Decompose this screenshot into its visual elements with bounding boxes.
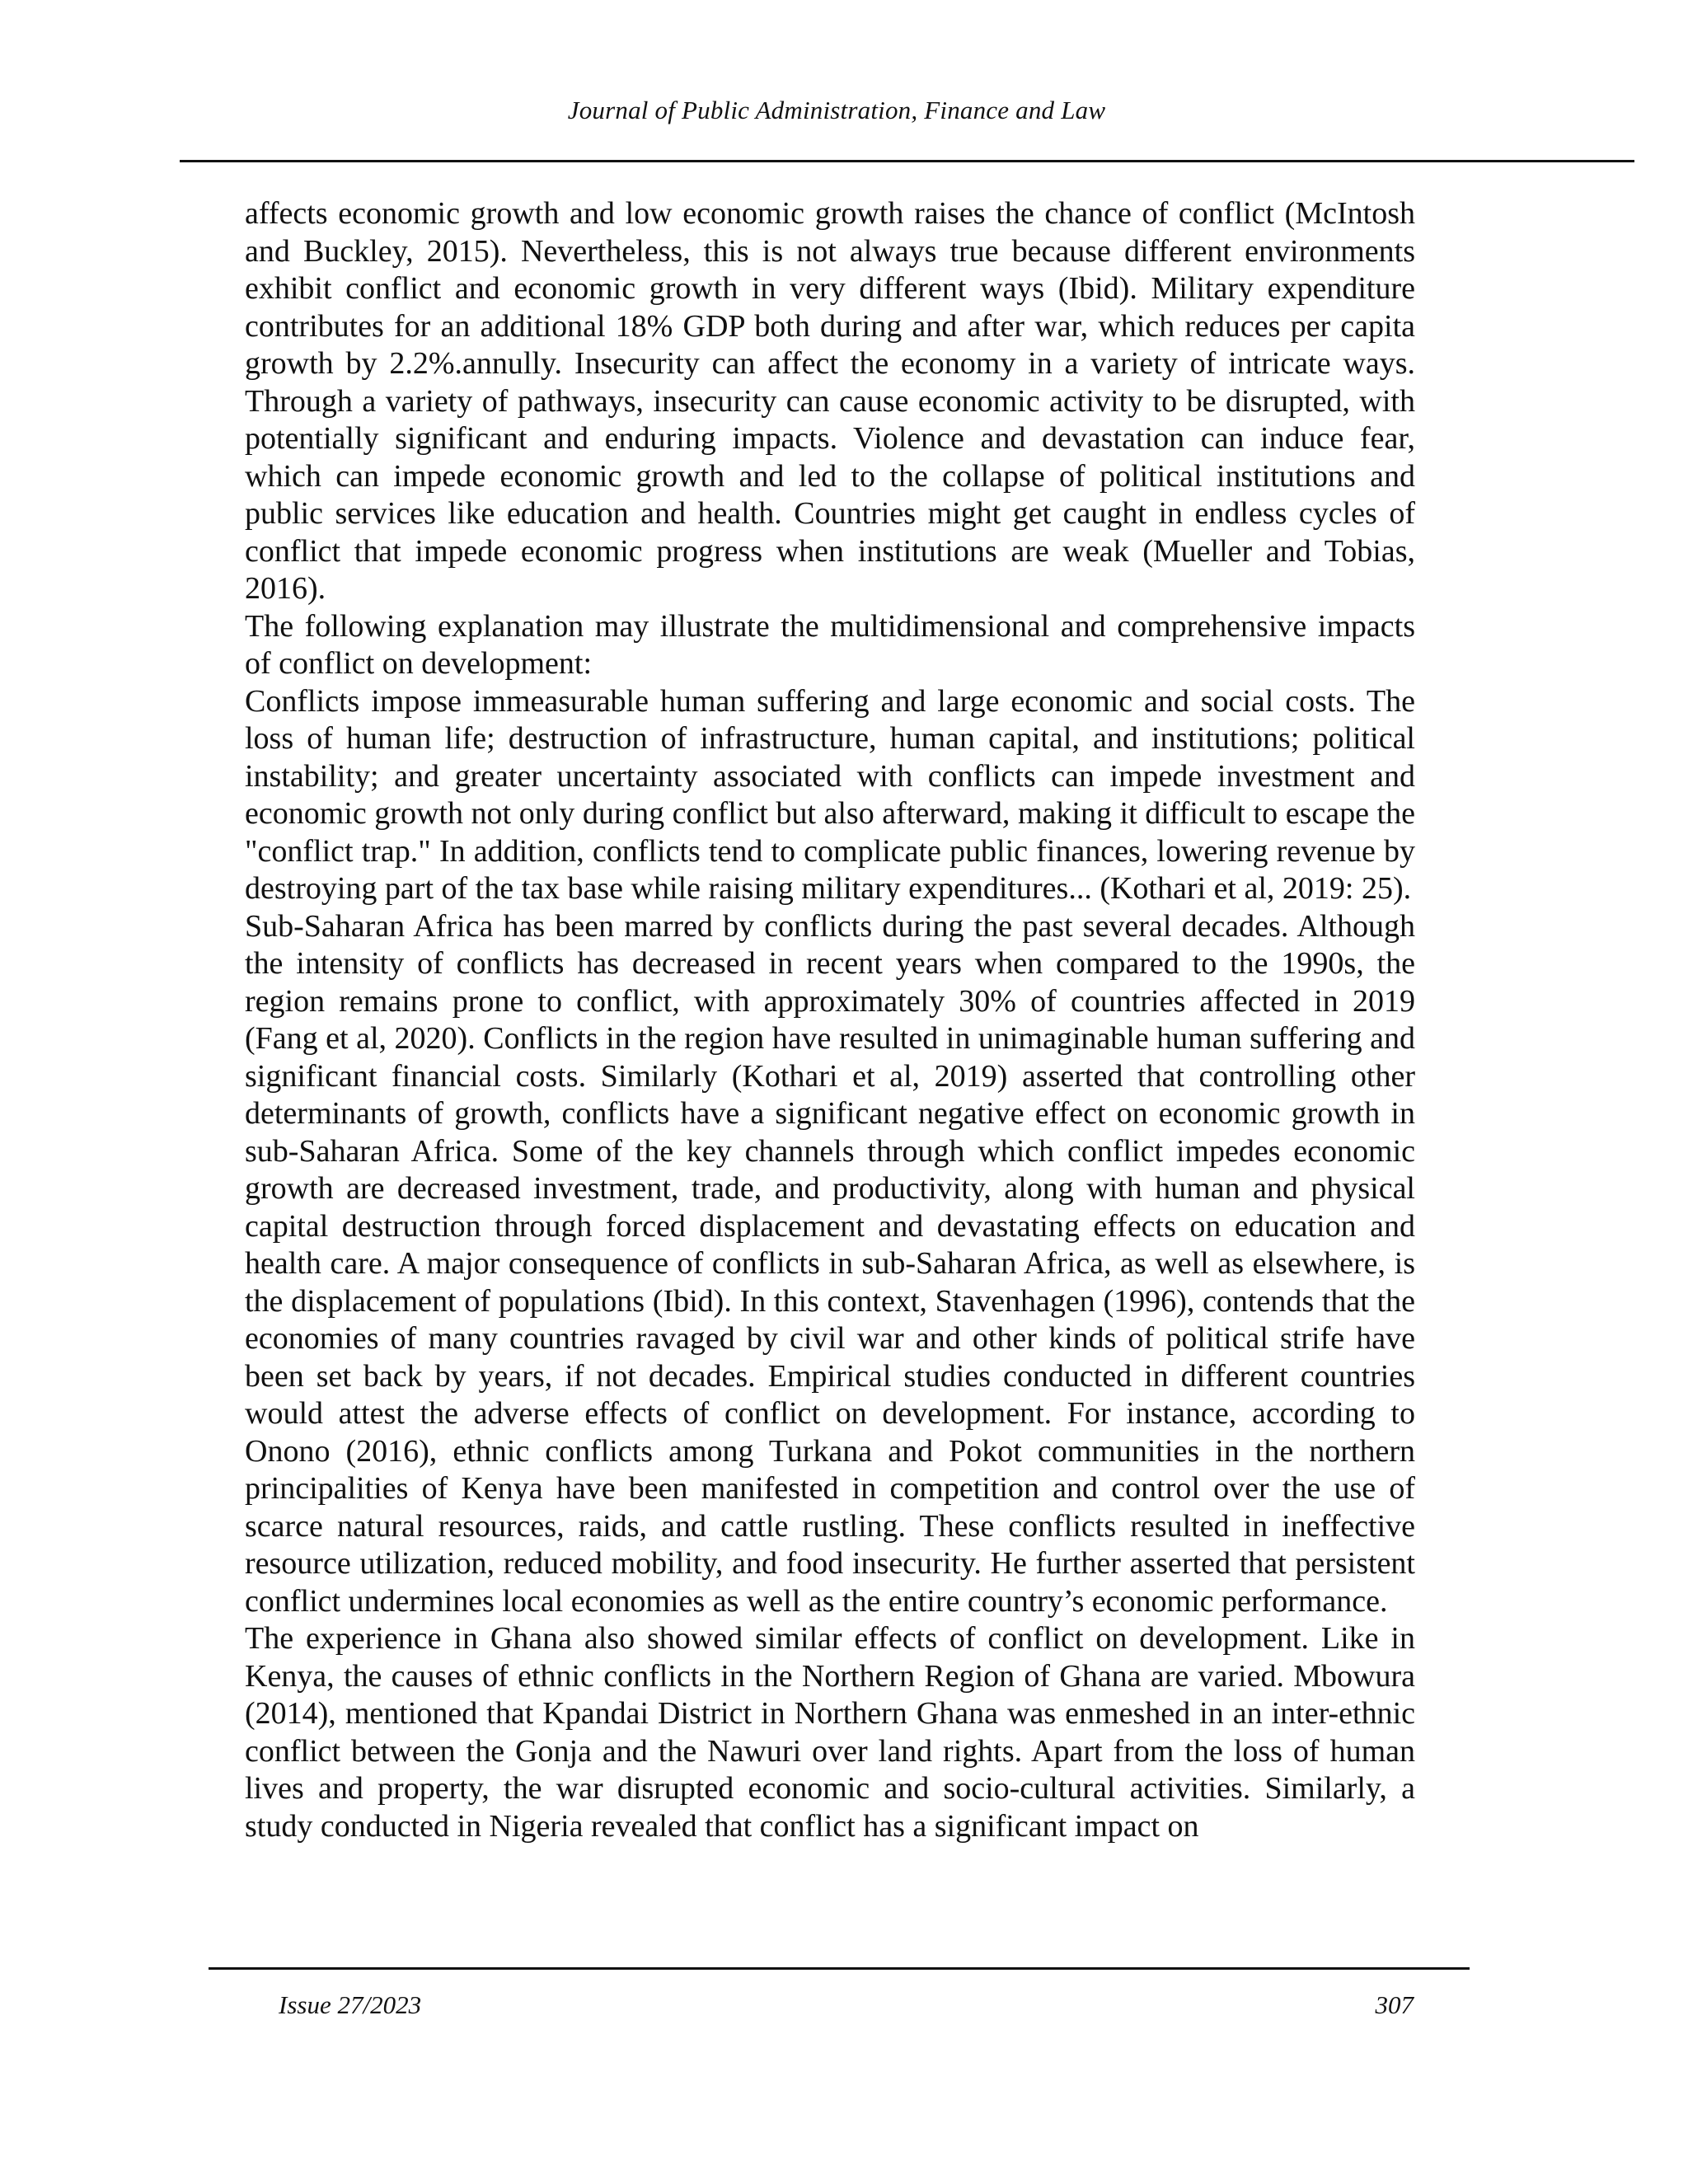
- issue-label: Issue 27/2023: [279, 1990, 422, 2019]
- paragraph: affects economic growth and low economic growth raises the chance of conflict (McIntosh and Buckley, 2015). Nevertheless, this is not always true because different environments exhibit conflict and economic growth in very different ways (Ibid). Military expenditure contributes for an additional 18% GDP both during and after war, which reduces per capita growth by 2.2%.annully. Insecurity can affect the economy in a variety of intricate ways. Through a variety of pathways, insecurity can cause economic activity to be disrupted, with potentially significant and enduring impacts. Violence and devastation can induce fear, which can impede economic growth and led to the collapse of political institutions and public services like education and health. Countries might get caught in endless cycles of conflict that impede economic progress when institutions are weak (Mueller and Tobias, 2016).: [245, 196, 1415, 606]
- page-number: 307: [1375, 1990, 1414, 2019]
- block-quote-paragraph: Conflicts impose immeasurable human suffering and large economic and social costs. The loss of human life; destruction of infrastructure, human capital, and institutions; political instability; and greater uncertainty associated with conflicts can impede investment and economic growth not only during conflict but also afterward, making it difficult to escape the "conflict trap." In addition, conflicts tend to complicate public finances, lowering revenue by destroying part of the tax base while raising military expenditures... (Kothari et al, 2019: 25).: [245, 683, 1415, 906]
- header-divider: [180, 160, 1634, 162]
- paragraph: Sub-Saharan Africa has been marred by conflicts during the past several decades. Although the intensity of conflicts has decreased in recent years when compared to the 1990s, the region remains prone to conflict, with approximately 30% of countries affected in 2019 (Fang et al, 2020). Conflicts in the region have resulted in unimaginable human suffering and significant financial costs. Similarly (Kothari et al, 2019) asserted that controlling other determinants of growth, conflicts have a significant negative effect on economic growth in sub-Saharan Africa. Some of the key channels through which conflict impedes economic growth are decreased investment, trade, and productivity, along with human and physical capital destruction through forced displacement and devastating effects on education and health care. A major consequence of conflicts in sub-Saharan Africa, as well as elsewhere, is the displacement of populations (Ibid). In this context, Stavenhagen (1996), contends that the economies of many countries ravaged by civil war and other kinds of political strife have been set back by years, if not decades. Empirical studies conducted in different countries would attest the adverse effects of conflict on development. For instance, according to Onono (2016), ethnic conflicts among Turkana and Pokot communities in the northern principalities of Kenya have been manifested in competition and control over the use of scarce natural resources, raids, and cattle rustling. These conflicts resulted in ineffective resource utilization, reduced mobility, and food insecurity. He further asserted that persistent conflict undermines local economies as well as the entire country’s economic performance.: [245, 908, 1415, 1619]
- paragraph: The following explanation may illustrate the multidimensional and comprehensive impacts of conflict on development:: [245, 608, 1415, 681]
- article-body: [245, 195, 1415, 1845]
- footer-divider: [209, 1967, 1470, 1970]
- journal-title: Journal of Public Administration, Finance and Law: [567, 96, 1106, 124]
- paragraph: The experience in Ghana also showed similar effects of conflict on development. Like in Kenya, the causes of ethnic conflicts in the Northern Region of Ghana are varied. Mbowura (2014), mentioned that Kpandai District in Northern Ghana was enmeshed in an inter-ethnic conflict between the Gonja and the Nawuri over land rights. Apart from the loss of human lives and property, the war disrupted economic and socio-cultural activities. Similarly, a study conducted in Nigeria revealed that conflict has a significant impact on: [245, 1621, 1415, 1844]
